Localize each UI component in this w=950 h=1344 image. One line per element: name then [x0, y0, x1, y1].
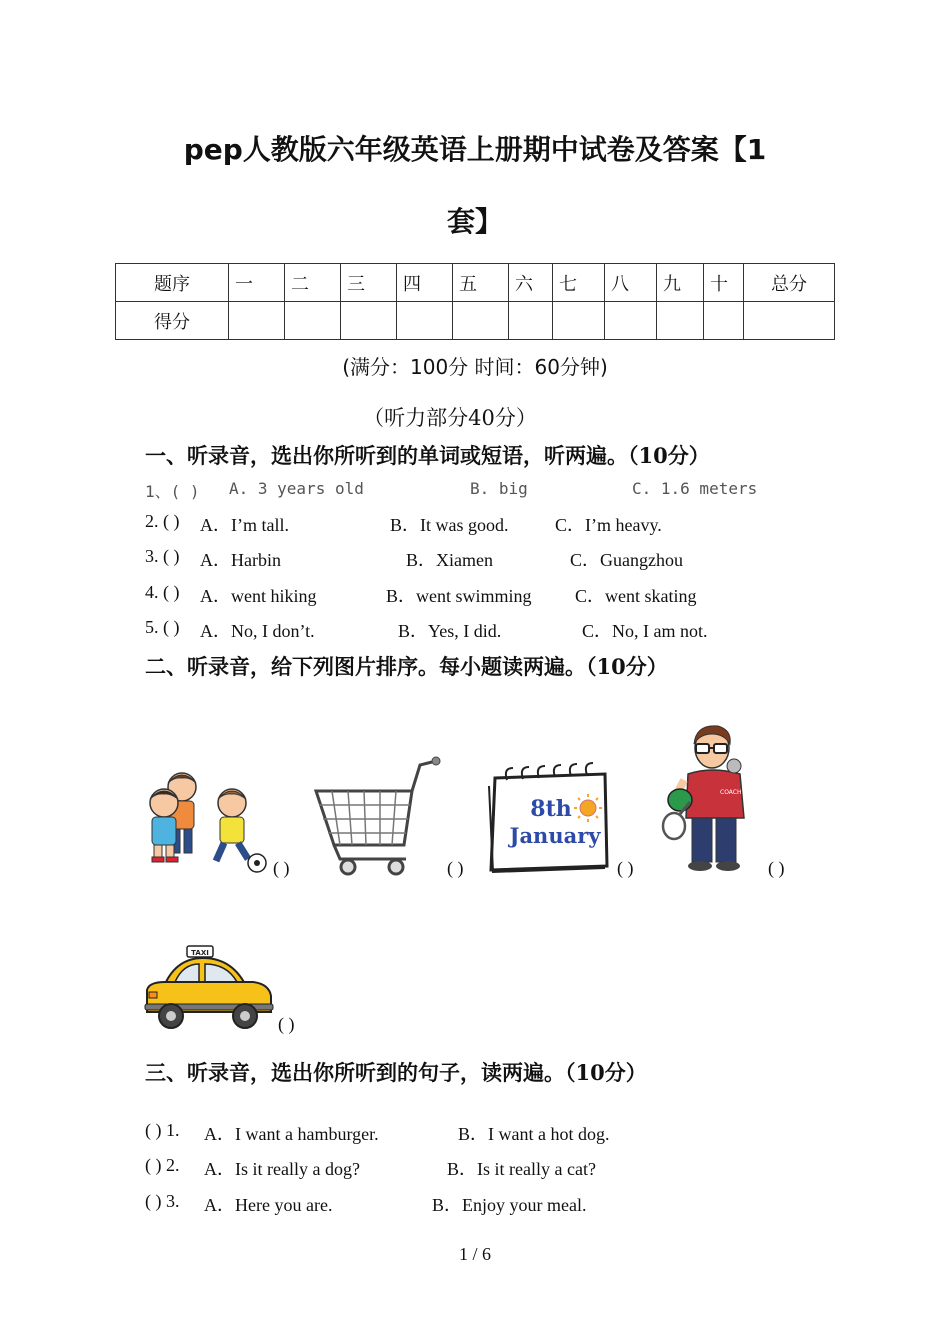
q4-option-c: C．went skating: [575, 586, 697, 606]
score-input-cell[interactable]: [397, 302, 453, 340]
page-title-line2: 套】: [446, 205, 503, 238]
page-number: 1 / 6: [458, 1244, 491, 1264]
q2-option-c: C．I’m heavy.: [555, 515, 662, 535]
s3-q2-option-a: A．Is it really a dog?: [204, 1159, 360, 1179]
table-cell: 一: [229, 264, 285, 302]
calendar-month-text: January: [509, 823, 601, 848]
q3-option-a: A．Harbin: [200, 550, 281, 570]
q3-number: 3. ( ): [145, 546, 180, 566]
s3-q1-option-a: A．I want a hamburger.: [204, 1124, 379, 1144]
page-title: pep人教版六年级英语上册期中试卷及答案【1: [183, 133, 767, 166]
score-input-cell[interactable]: [509, 302, 553, 340]
q4-option-b: B．went swimming: [386, 586, 532, 606]
score-input-cell[interactable]: [605, 302, 657, 340]
table-cell: 十: [704, 264, 744, 302]
s3-q3-number: ( ) 3.: [145, 1191, 180, 1211]
section3-heading: 三、听录音，选出你所听到的句子，读两遍。（10分）: [145, 1060, 647, 1085]
section1-heading: 一、听录音，选出你所听到的单词或短语，听两遍。（10分）: [145, 443, 710, 468]
q1-option-b: B. big: [470, 479, 528, 498]
q3-option-c: C．Guangzhou: [570, 550, 683, 570]
exam-info: (满分：100分 时间：60分钟): [342, 355, 608, 379]
score-input-cell[interactable]: [229, 302, 285, 340]
score-input-cell[interactable]: [657, 302, 704, 340]
table-cell: 题序: [116, 264, 229, 302]
score-table: [115, 263, 835, 340]
coach-shirt-text: COACH: [720, 789, 742, 796]
table-cell: 二: [285, 264, 341, 302]
score-input-cell[interactable]: [744, 302, 835, 340]
coach-image: [660, 722, 770, 874]
table-cell: 得分: [116, 302, 229, 340]
s3-q3-option-a: A．Here you are.: [204, 1195, 333, 1215]
score-input-cell[interactable]: [553, 302, 605, 340]
section2-heading: 二、听录音，给下列图片排序。每小题读两遍。（10分）: [145, 654, 668, 679]
score-input-cell[interactable]: [704, 302, 744, 340]
s3-q3-option-b: B．Enjoy your meal.: [432, 1195, 587, 1215]
table-cell: 三: [341, 264, 397, 302]
s3-q1-number: ( ) 1.: [145, 1120, 180, 1140]
s3-q2-option-b: B．Is it really a cat?: [447, 1159, 596, 1179]
table-cell: 六: [509, 264, 553, 302]
q3-option-b: B．Xiamen: [406, 550, 493, 570]
table-cell: 五: [453, 264, 509, 302]
answer-paren-4[interactable]: ( ): [768, 858, 785, 878]
table-cell: 总分: [744, 264, 835, 302]
q1-number: 1、( ): [145, 482, 200, 501]
answer-paren-1[interactable]: ( ): [273, 858, 290, 878]
shopping-cart-image: [312, 753, 444, 877]
answer-paren-2[interactable]: ( ): [447, 858, 464, 878]
calendar-day-text: 8th: [530, 796, 572, 822]
s3-q2-number: ( ) 2.: [145, 1155, 180, 1175]
q2-number: 2. ( ): [145, 511, 180, 531]
q2-option-a: A．I’m tall.: [200, 515, 289, 535]
score-input-cell[interactable]: [285, 302, 341, 340]
q5-number: 5. ( ): [145, 617, 180, 637]
q5-option-a: A．No, I don’t.: [200, 621, 315, 641]
table-cell: 四: [397, 264, 453, 302]
taxi-image: [143, 944, 275, 1032]
q2-option-b: B．It was good.: [390, 515, 509, 535]
table-cell: 八: [605, 264, 657, 302]
calendar-image: [487, 766, 611, 874]
score-table-score-row: [116, 302, 835, 340]
table-cell: 七: [553, 264, 605, 302]
kids-playing-football-image: [140, 765, 270, 875]
table-cell: 九: [657, 264, 704, 302]
q1-option-a: A. 3 years old: [229, 479, 364, 498]
q5-option-b: B．Yes, I did.: [398, 621, 502, 641]
q4-option-a: A．went hiking: [200, 586, 317, 606]
score-input-cell[interactable]: [341, 302, 397, 340]
q5-option-c: C．No, I am not.: [582, 621, 708, 641]
answer-paren-5[interactable]: ( ): [278, 1014, 295, 1034]
taxi-sign-text: TAXI: [191, 949, 209, 957]
answer-paren-3[interactable]: ( ): [617, 858, 634, 878]
q4-number: 4. ( ): [145, 582, 180, 602]
score-table-header-row: [116, 264, 835, 302]
s3-q1-option-b: B．I want a hot dog.: [458, 1124, 610, 1144]
q1-option-c: C. 1.6 meters: [632, 479, 758, 498]
score-input-cell[interactable]: [453, 302, 509, 340]
listening-header: （听力部分40分）: [363, 406, 537, 430]
